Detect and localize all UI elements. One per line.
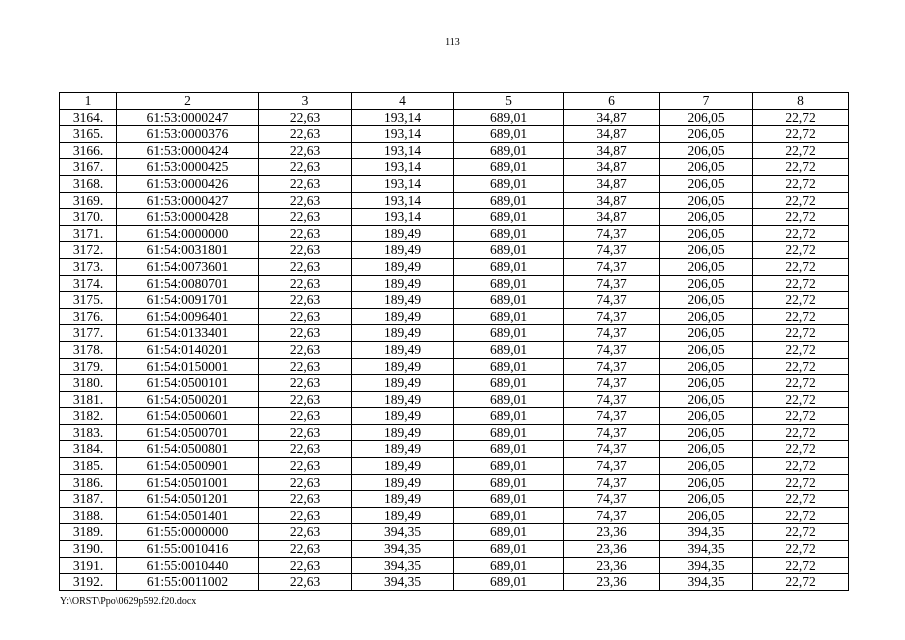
table-cell: 74,37 (564, 458, 660, 475)
table-cell: 22,72 (753, 126, 849, 143)
table-cell: 22,72 (753, 275, 849, 292)
table-cell: 689,01 (454, 541, 564, 558)
table-cell: 22,63 (259, 292, 352, 309)
table-cell: 22,63 (259, 341, 352, 358)
table-cell: 3186. (60, 474, 117, 491)
table-cell: 189,49 (352, 491, 454, 508)
table-cell: 189,49 (352, 292, 454, 309)
table-cell: 189,49 (352, 375, 454, 392)
table-cell: 206,05 (660, 391, 753, 408)
table-cell: 689,01 (454, 292, 564, 309)
table-cell: 3170. (60, 209, 117, 226)
table-cell: 22,72 (753, 424, 849, 441)
table-cell: 61:53:0000247 (117, 109, 259, 126)
table-cell: 23,36 (564, 541, 660, 558)
table-cell: 3164. (60, 109, 117, 126)
table-cell: 689,01 (454, 209, 564, 226)
header-cell: 2 (117, 93, 259, 110)
table-cell: 22,63 (259, 159, 352, 176)
table-cell: 22,72 (753, 258, 849, 275)
table-cell: 3185. (60, 458, 117, 475)
table-cell: 3188. (60, 507, 117, 524)
table-cell: 206,05 (660, 292, 753, 309)
table-cell: 61:54:0500801 (117, 441, 259, 458)
table-cell: 689,01 (454, 258, 564, 275)
table-cell: 206,05 (660, 109, 753, 126)
table-cell: 206,05 (660, 424, 753, 441)
table-cell: 61:54:0500601 (117, 408, 259, 425)
table-cell: 74,37 (564, 275, 660, 292)
table-cell: 206,05 (660, 458, 753, 475)
table-cell: 22,72 (753, 142, 849, 159)
table-cell: 206,05 (660, 142, 753, 159)
table-cell: 189,49 (352, 507, 454, 524)
table-cell: 206,05 (660, 474, 753, 491)
table-cell: 22,72 (753, 474, 849, 491)
table-cell: 61:54:0073601 (117, 258, 259, 275)
table-cell: 61:53:0000428 (117, 209, 259, 226)
table-cell: 689,01 (454, 341, 564, 358)
table-cell: 61:54:0091701 (117, 292, 259, 309)
table-cell: 22,72 (753, 391, 849, 408)
table-cell: 206,05 (660, 225, 753, 242)
table-cell: 74,37 (564, 341, 660, 358)
header-cell: 1 (60, 93, 117, 110)
table-row (60, 292, 849, 309)
table-cell: 689,01 (454, 574, 564, 591)
table-row (60, 308, 849, 325)
table-cell: 22,72 (753, 308, 849, 325)
table-row (60, 458, 849, 475)
table-cell: 193,14 (352, 209, 454, 226)
table-cell: 22,72 (753, 458, 849, 475)
table-row (60, 175, 849, 192)
table-cell: 3171. (60, 225, 117, 242)
table-row (60, 225, 849, 242)
table-cell: 22,72 (753, 325, 849, 342)
table-cell: 22,63 (259, 142, 352, 159)
table-cell: 74,37 (564, 308, 660, 325)
table-cell: 34,87 (564, 126, 660, 143)
table-row (60, 491, 849, 508)
table-cell: 23,36 (564, 524, 660, 541)
table-cell: 22,63 (259, 109, 352, 126)
table-cell: 689,01 (454, 242, 564, 259)
table-cell: 22,72 (753, 574, 849, 591)
table-cell: 193,14 (352, 109, 454, 126)
header-cell: 6 (564, 93, 660, 110)
table-cell: 22,72 (753, 175, 849, 192)
table-cell: 394,35 (660, 524, 753, 541)
table-cell: 3169. (60, 192, 117, 209)
table-cell: 22,72 (753, 225, 849, 242)
table-cell: 3173. (60, 258, 117, 275)
table-cell: 22,72 (753, 159, 849, 176)
footer-file-path: Y:\ORST\Ppo\0629p592.f20.docx (60, 596, 197, 607)
table-cell: 206,05 (660, 491, 753, 508)
table-cell: 22,72 (753, 341, 849, 358)
table-cell: 61:54:0501201 (117, 491, 259, 508)
table-row (60, 126, 849, 143)
table-cell: 3165. (60, 126, 117, 143)
table-row (60, 408, 849, 425)
table-cell: 74,37 (564, 242, 660, 259)
table-cell: 193,14 (352, 126, 454, 143)
header-cell: 7 (660, 93, 753, 110)
table-cell: 22,63 (259, 275, 352, 292)
table-cell: 74,37 (564, 358, 660, 375)
table-cell: 61:54:0500101 (117, 375, 259, 392)
table-cell: 22,63 (259, 258, 352, 275)
table-cell: 22,72 (753, 292, 849, 309)
table-cell: 22,63 (259, 175, 352, 192)
table-cell: 689,01 (454, 524, 564, 541)
table-cell: 61:54:0096401 (117, 308, 259, 325)
table-cell: 689,01 (454, 159, 564, 176)
table-cell: 22,63 (259, 209, 352, 226)
table-cell: 22,63 (259, 458, 352, 475)
table-row (60, 557, 849, 574)
table-cell: 689,01 (454, 358, 564, 375)
table-cell: 189,49 (352, 474, 454, 491)
table-cell: 23,36 (564, 557, 660, 574)
table-row (60, 375, 849, 392)
page-number: 113 (445, 37, 460, 48)
table-cell: 394,35 (660, 574, 753, 591)
table-cell: 22,72 (753, 507, 849, 524)
table-cell: 394,35 (352, 557, 454, 574)
table-cell: 3176. (60, 308, 117, 325)
table-cell: 22,63 (259, 441, 352, 458)
table-cell: 22,63 (259, 126, 352, 143)
table-cell: 3181. (60, 391, 117, 408)
table-cell: 22,63 (259, 408, 352, 425)
table-cell: 22,72 (753, 441, 849, 458)
table-cell: 74,37 (564, 258, 660, 275)
header-cell: 8 (753, 93, 849, 110)
table-cell: 689,01 (454, 441, 564, 458)
table-cell: 689,01 (454, 391, 564, 408)
table-cell: 689,01 (454, 192, 564, 209)
table-cell: 206,05 (660, 325, 753, 342)
table-cell: 74,37 (564, 424, 660, 441)
table-cell: 61:54:0501401 (117, 507, 259, 524)
table-cell: 61:54:0500201 (117, 391, 259, 408)
table-cell: 689,01 (454, 474, 564, 491)
table-cell: 22,72 (753, 192, 849, 209)
table-cell: 189,49 (352, 325, 454, 342)
table-cell: 689,01 (454, 458, 564, 475)
table-cell: 3187. (60, 491, 117, 508)
table-cell: 189,49 (352, 458, 454, 475)
table-cell: 22,72 (753, 358, 849, 375)
table-row (60, 192, 849, 209)
table-cell: 193,14 (352, 159, 454, 176)
table-cell: 189,49 (352, 275, 454, 292)
table-row (60, 109, 849, 126)
table-cell: 689,01 (454, 275, 564, 292)
table-cell: 22,63 (259, 574, 352, 591)
table-cell: 22,63 (259, 192, 352, 209)
table-cell: 34,87 (564, 109, 660, 126)
table-cell: 22,63 (259, 391, 352, 408)
table-cell: 61:53:0000426 (117, 175, 259, 192)
table-cell: 689,01 (454, 408, 564, 425)
table-cell: 74,37 (564, 375, 660, 392)
table-cell: 22,63 (259, 325, 352, 342)
table-cell: 3192. (60, 574, 117, 591)
table-cell: 61:54:0080701 (117, 275, 259, 292)
table-cell: 206,05 (660, 209, 753, 226)
table-cell: 394,35 (352, 574, 454, 591)
table-cell: 3178. (60, 341, 117, 358)
table-cell: 61:55:0011002 (117, 574, 259, 591)
table-cell: 61:55:0010416 (117, 541, 259, 558)
table-cell: 34,87 (564, 209, 660, 226)
table-cell: 689,01 (454, 507, 564, 524)
table-cell: 3184. (60, 441, 117, 458)
table-cell: 189,49 (352, 242, 454, 259)
table-cell: 61:54:0133401 (117, 325, 259, 342)
table-cell: 61:54:0500701 (117, 424, 259, 441)
table-cell: 22,63 (259, 474, 352, 491)
table-cell: 22,63 (259, 225, 352, 242)
table-row (60, 441, 849, 458)
table-row (60, 541, 849, 558)
table-cell: 206,05 (660, 375, 753, 392)
table-cell: 189,49 (352, 258, 454, 275)
table-row (60, 474, 849, 491)
table-row (60, 574, 849, 591)
table-cell: 689,01 (454, 109, 564, 126)
table-cell: 189,49 (352, 358, 454, 375)
table-cell: 61:54:0000000 (117, 225, 259, 242)
table-cell: 689,01 (454, 308, 564, 325)
table-cell: 22,63 (259, 424, 352, 441)
table-cell: 206,05 (660, 242, 753, 259)
table-cell: 74,37 (564, 292, 660, 309)
table-cell: 61:54:0501001 (117, 474, 259, 491)
table-cell: 3179. (60, 358, 117, 375)
table-cell: 22,63 (259, 358, 352, 375)
table-cell: 61:53:0000425 (117, 159, 259, 176)
table-cell: 193,14 (352, 175, 454, 192)
table-cell: 74,37 (564, 474, 660, 491)
table-cell: 689,01 (454, 325, 564, 342)
table-row (60, 341, 849, 358)
table-cell: 689,01 (454, 557, 564, 574)
table-cell: 22,63 (259, 242, 352, 259)
table-cell: 61:54:0150001 (117, 358, 259, 375)
table-cell: 61:53:0000427 (117, 192, 259, 209)
table-cell: 34,87 (564, 175, 660, 192)
header-cell: 4 (352, 93, 454, 110)
data-table (59, 92, 849, 591)
table-row (60, 358, 849, 375)
table-cell: 3166. (60, 142, 117, 159)
table-cell: 61:55:0010440 (117, 557, 259, 574)
table-cell: 189,49 (352, 391, 454, 408)
table-cell: 74,37 (564, 408, 660, 425)
table-header-row (60, 93, 849, 110)
table-cell: 394,35 (660, 557, 753, 574)
table-cell: 189,49 (352, 408, 454, 425)
table-cell: 189,49 (352, 341, 454, 358)
table-cell: 689,01 (454, 142, 564, 159)
table-cell: 394,35 (352, 541, 454, 558)
table-cell: 689,01 (454, 424, 564, 441)
table-cell: 3174. (60, 275, 117, 292)
table-cell: 206,05 (660, 408, 753, 425)
table-cell: 3167. (60, 159, 117, 176)
table-cell: 22,72 (753, 242, 849, 259)
table-cell: 193,14 (352, 192, 454, 209)
table-cell: 22,63 (259, 375, 352, 392)
table-cell: 189,49 (352, 308, 454, 325)
table-cell: 689,01 (454, 491, 564, 508)
table-cell: 22,72 (753, 375, 849, 392)
table-cell: 74,37 (564, 325, 660, 342)
table-cell: 3180. (60, 375, 117, 392)
table-row (60, 209, 849, 226)
table-cell: 34,87 (564, 192, 660, 209)
table-body (60, 93, 849, 591)
table-cell: 206,05 (660, 308, 753, 325)
table-cell: 61:53:0000376 (117, 126, 259, 143)
table-cell: 3175. (60, 292, 117, 309)
table-cell: 193,14 (352, 142, 454, 159)
table-cell: 34,87 (564, 142, 660, 159)
table-cell: 74,37 (564, 491, 660, 508)
header-cell: 5 (454, 93, 564, 110)
table-cell: 3182. (60, 408, 117, 425)
table-cell: 394,35 (352, 524, 454, 541)
table-cell: 74,37 (564, 441, 660, 458)
table-row (60, 142, 849, 159)
table-cell: 23,36 (564, 574, 660, 591)
table-cell: 22,63 (259, 557, 352, 574)
table-cell: 22,63 (259, 308, 352, 325)
table-cell: 206,05 (660, 441, 753, 458)
table-cell: 22,72 (753, 491, 849, 508)
table-row (60, 507, 849, 524)
table-row (60, 275, 849, 292)
table-cell: 689,01 (454, 175, 564, 192)
table-cell: 206,05 (660, 192, 753, 209)
table-row (60, 325, 849, 342)
header-cell: 3 (259, 93, 352, 110)
table-cell: 22,72 (753, 109, 849, 126)
table-cell: 206,05 (660, 341, 753, 358)
table-cell: 3172. (60, 242, 117, 259)
table-row (60, 524, 849, 541)
table-cell: 689,01 (454, 375, 564, 392)
table-cell: 22,72 (753, 524, 849, 541)
table-cell: 22,72 (753, 209, 849, 226)
table-cell: 74,37 (564, 507, 660, 524)
table-cell: 22,72 (753, 557, 849, 574)
table-row (60, 242, 849, 259)
table-row (60, 258, 849, 275)
table-cell: 189,49 (352, 225, 454, 242)
table-cell: 22,63 (259, 524, 352, 541)
table-cell: 206,05 (660, 507, 753, 524)
table-cell: 74,37 (564, 391, 660, 408)
table-cell: 3183. (60, 424, 117, 441)
table-cell: 61:54:0031801 (117, 242, 259, 259)
table-cell: 3168. (60, 175, 117, 192)
table-cell: 189,49 (352, 441, 454, 458)
table-cell: 3191. (60, 557, 117, 574)
table-cell: 206,05 (660, 275, 753, 292)
table-cell: 206,05 (660, 258, 753, 275)
table-cell: 61:54:0500901 (117, 458, 259, 475)
table-cell: 22,63 (259, 491, 352, 508)
table-cell: 61:53:0000424 (117, 142, 259, 159)
table-cell: 3190. (60, 541, 117, 558)
table-row (60, 424, 849, 441)
table-cell: 189,49 (352, 424, 454, 441)
table-cell: 206,05 (660, 159, 753, 176)
table-cell: 206,05 (660, 126, 753, 143)
table-cell: 3177. (60, 325, 117, 342)
table-row (60, 159, 849, 176)
table-cell: 61:55:0000000 (117, 524, 259, 541)
table-cell: 206,05 (660, 358, 753, 375)
table-cell: 206,05 (660, 175, 753, 192)
table-cell: 22,72 (753, 408, 849, 425)
table-cell: 22,63 (259, 541, 352, 558)
table-cell: 22,63 (259, 507, 352, 524)
table-cell: 3189. (60, 524, 117, 541)
table-cell: 34,87 (564, 159, 660, 176)
table-cell: 689,01 (454, 126, 564, 143)
table-cell: 689,01 (454, 225, 564, 242)
table-cell: 74,37 (564, 225, 660, 242)
table-row (60, 391, 849, 408)
table-cell: 61:54:0140201 (117, 341, 259, 358)
table-cell: 394,35 (660, 541, 753, 558)
table-cell: 22,72 (753, 541, 849, 558)
